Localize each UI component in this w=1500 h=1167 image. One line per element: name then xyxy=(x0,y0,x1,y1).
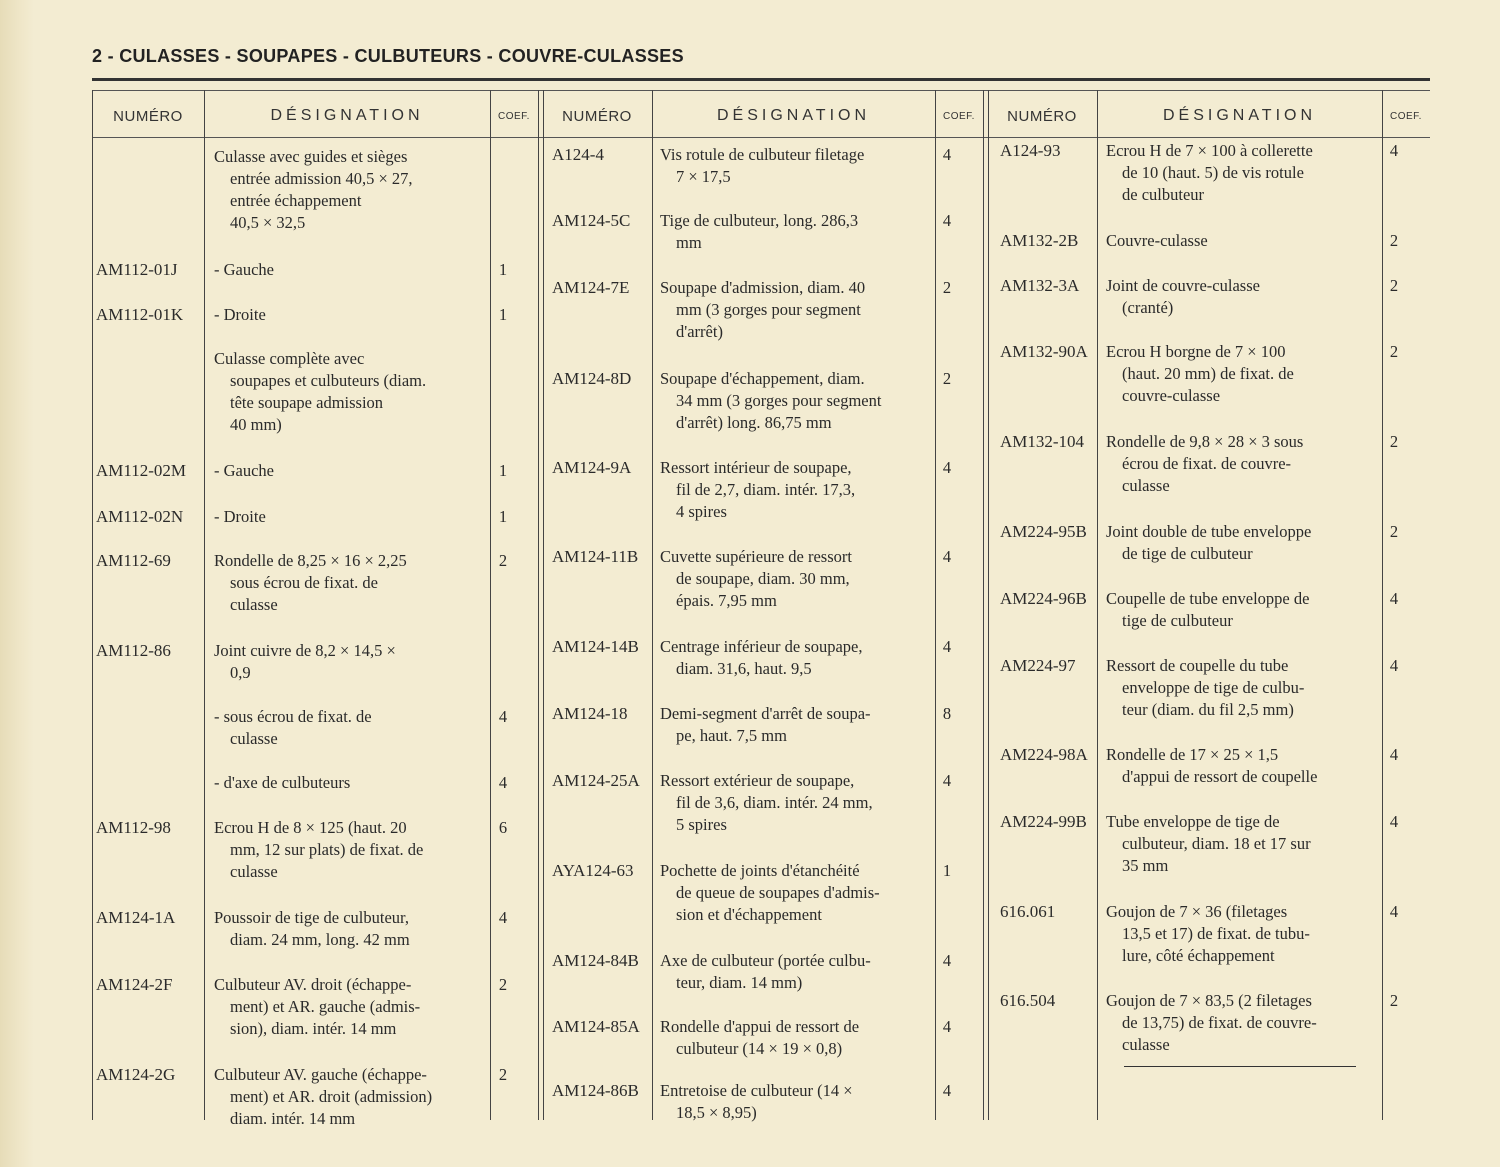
part-designation xyxy=(660,950,871,994)
designation-line: Soupape d'admission, diam. 40 xyxy=(660,278,866,297)
designation-line: lure, côté échappement xyxy=(1122,946,1275,965)
designation-line: de tige de culbuteur xyxy=(1122,544,1253,563)
header-coef-2: COEF. xyxy=(943,110,975,122)
title-rule xyxy=(92,78,1430,81)
part-coef: 4 xyxy=(942,637,952,656)
part-number: 616.061 xyxy=(1000,902,1056,921)
part-designation xyxy=(660,1016,859,1060)
col-divider xyxy=(652,90,653,1120)
part-coef: 2 xyxy=(1389,432,1399,451)
header-coef-1: COEF. xyxy=(498,110,530,122)
part-designation xyxy=(214,640,396,684)
part-designation xyxy=(214,460,274,482)
part-number: AYA124-63 xyxy=(552,861,634,880)
part-coef: 2 xyxy=(1389,342,1399,361)
part-designation xyxy=(214,304,266,326)
designation-line: culasse xyxy=(230,595,278,614)
designation-line: Demi-segment d'arrêt de soupa- xyxy=(660,704,871,723)
designation-line: 5 spires xyxy=(676,815,727,834)
designation-line: Poussoir de tige de culbuteur, xyxy=(214,908,410,927)
designation-line: 4 spires xyxy=(676,502,727,521)
designation-line: culbuteur (14 × 19 × 0,8) xyxy=(676,1039,843,1058)
designation-line: Goujon de 7 × 36 (filetages xyxy=(1106,902,1288,921)
designation-line: sous écrou de fixat. de xyxy=(230,573,378,592)
designation-line: 40,5 × 32,5 xyxy=(230,213,306,232)
designation-line: entrée admission 40,5 × 27, xyxy=(230,169,413,188)
designation-line: mm (3 gorges pour segment xyxy=(676,300,861,319)
part-number: AM124-84B xyxy=(552,951,639,970)
part-designation xyxy=(1106,140,1313,206)
part-coef: 4 xyxy=(1389,141,1399,160)
designation-line: sion et d'échappement xyxy=(676,905,822,924)
designation-line: mm xyxy=(676,233,702,252)
designation-line: fil de 3,6, diam. intér. 24 mm, xyxy=(676,793,873,812)
part-coef: 4 xyxy=(942,1017,952,1036)
part-number: AM124-2G xyxy=(96,1065,176,1084)
part-coef: 2 xyxy=(1389,522,1399,541)
designation-line: Soupape d'échappement, diam. xyxy=(660,369,865,388)
part-coef: 4 xyxy=(498,908,508,927)
part-number: AM124-86B xyxy=(552,1081,639,1100)
designation-line: Rondelle de 8,25 × 16 × 2,25 xyxy=(214,551,407,570)
part-designation xyxy=(660,457,855,523)
part-coef: 2 xyxy=(1389,276,1399,295)
part-coef: 4 xyxy=(942,145,952,164)
designation-line: - Gauche xyxy=(214,461,275,480)
designation-line: - d'axe de culbuteurs xyxy=(214,773,351,792)
part-number: AM124-1A xyxy=(96,908,176,927)
part-coef: 1 xyxy=(942,861,952,880)
part-designation xyxy=(214,259,274,281)
part-coef: 2 xyxy=(942,278,952,297)
part-designation xyxy=(214,506,266,528)
designation-line: Ressort intérieur de soupape, xyxy=(660,458,852,477)
part-coef: 4 xyxy=(498,707,508,726)
designation-line: tête soupape admission xyxy=(230,393,384,412)
designation-line: 0,9 xyxy=(230,663,251,682)
part-number: AM224-98A xyxy=(1000,745,1088,764)
part-coef: 1 xyxy=(498,305,508,324)
part-coef: 2 xyxy=(498,551,508,570)
designation-line: Ecrou H de 7 × 100 à collerette xyxy=(1106,141,1313,160)
part-coef: 8 xyxy=(942,704,952,723)
designation-line: Ressort extérieur de soupape, xyxy=(660,771,855,790)
designation-line: teur, diam. 14 mm) xyxy=(676,973,803,992)
designation-line: 40 mm) xyxy=(230,415,282,434)
part-designation xyxy=(214,772,350,794)
part-number: AM224-99B xyxy=(1000,812,1087,831)
part-number: AM112-01K xyxy=(96,305,184,324)
part-coef: 4 xyxy=(942,547,952,566)
designation-line: teur (diam. du fil 2,5 mm) xyxy=(1122,700,1294,719)
designation-line: enveloppe de tige de culbu- xyxy=(1122,678,1305,697)
part-coef: 2 xyxy=(1389,991,1399,1010)
designation-line: Axe de culbuteur (portée culbu- xyxy=(660,951,871,970)
designation-line: Goujon de 7 × 83,5 (2 filetages xyxy=(1106,991,1312,1010)
part-number: AM132-3A xyxy=(1000,276,1080,295)
designation-line: 13,5 et 17) de fixat. de tubu- xyxy=(1122,924,1310,943)
part-designation xyxy=(1106,588,1309,632)
part-coef: 2 xyxy=(498,1065,508,1084)
part-number: AM124-25A xyxy=(552,771,640,790)
part-designation xyxy=(1106,521,1311,565)
designation-line: Centrage inférieur de soupape, xyxy=(660,637,863,656)
part-designation xyxy=(660,703,871,747)
designation-line: 35 mm xyxy=(1122,856,1169,875)
part-number: A124-4 xyxy=(552,145,604,164)
part-designation xyxy=(660,368,881,434)
part-number: AM124-8D xyxy=(552,369,632,388)
part-number: AM112-86 xyxy=(96,641,171,660)
col-divider xyxy=(204,90,205,1120)
designation-line: pe, haut. 7,5 mm xyxy=(676,726,787,745)
designation-line: (haut. 20 mm) de fixat. de xyxy=(1122,364,1294,383)
designation-line: culasse xyxy=(1122,476,1170,495)
part-number: AM112-02M xyxy=(96,461,187,480)
part-number: AM124-14B xyxy=(552,637,639,656)
designation-line: Rondelle d'appui de ressort de xyxy=(660,1017,860,1036)
part-coef: 1 xyxy=(498,461,508,480)
header-numero-2: NUMÉRO xyxy=(562,107,632,125)
section-divider xyxy=(538,90,544,1120)
designation-line: mm, 12 sur plats) de fixat. de xyxy=(230,840,424,859)
designation-line: de soupape, diam. 30 mm, xyxy=(676,569,850,588)
part-designation xyxy=(1106,901,1310,967)
part-number: AM124-11B xyxy=(552,547,639,566)
part-number: AM132-90A xyxy=(1000,342,1088,361)
designation-line: Joint double de tube enveloppe xyxy=(1106,522,1312,541)
part-coef: 4 xyxy=(1389,902,1399,921)
part-designation xyxy=(1106,230,1208,252)
designation-line: d'arrêt) xyxy=(676,322,723,341)
part-coef: 2 xyxy=(942,369,952,388)
designation-line: Ressort de coupelle du tube xyxy=(1106,656,1289,675)
designation-line: d'arrêt) long. 86,75 mm xyxy=(676,413,832,432)
designation-line: d'appui de ressort de coupelle xyxy=(1122,767,1318,786)
designation-line: de queue de soupapes d'admis- xyxy=(676,883,880,902)
part-number: AM224-95B xyxy=(1000,522,1087,541)
designation-line: couvre-culasse xyxy=(1122,386,1221,405)
part-number: AM124-2F xyxy=(96,975,173,994)
page-edge-shadow xyxy=(0,0,34,1167)
part-coef: 4 xyxy=(942,1081,952,1100)
part-number: AM132-104 xyxy=(1000,432,1085,451)
designation-line: soupapes et culbuteurs (diam. xyxy=(230,371,427,390)
designation-line: Culbuteur AV. droit (échappe- xyxy=(214,975,412,994)
designation-line: Culasse avec guides et sièges xyxy=(214,147,408,166)
designation-line: entrée échappement xyxy=(230,191,362,210)
col-divider xyxy=(1097,90,1098,1120)
designation-line: Joint de couvre-culasse xyxy=(1106,276,1260,295)
page-title: 2 - CULASSES - SOUPAPES - CULBUTEURS - COUVRE-CULASSES xyxy=(92,46,684,66)
part-coef: 4 xyxy=(942,771,952,790)
part-number: AM224-97 xyxy=(1000,656,1076,675)
header-bottom-rule xyxy=(92,137,1430,138)
designation-line: écrou de fixat. de couvre- xyxy=(1122,454,1292,473)
designation-line: Joint cuivre de 8,2 × 14,5 × xyxy=(214,641,396,660)
part-coef: 4 xyxy=(1389,589,1399,608)
designation-line: - Droite xyxy=(214,305,266,324)
designation-line: Vis rotule de culbuteur filetage xyxy=(660,145,865,164)
part-coef: 6 xyxy=(498,818,508,837)
designation-line: (cranté) xyxy=(1122,298,1174,317)
designation-line: diam. intér. 14 mm xyxy=(230,1109,356,1128)
part-designation xyxy=(1106,990,1317,1056)
part-number: AM124-85A xyxy=(552,1017,640,1036)
designation-line: de culbuteur xyxy=(1122,185,1205,204)
designation-line: ment) et AR. droit (admission) xyxy=(230,1087,433,1106)
section-divider xyxy=(983,90,989,1120)
designation-line: sion), diam. intér. 14 mm xyxy=(230,1019,397,1038)
designation-line: diam. 31,6, haut. 9,5 xyxy=(676,659,812,678)
designation-line: 18,5 × 8,95) xyxy=(676,1103,757,1122)
part-coef: 4 xyxy=(1389,656,1399,675)
part-coef: 4 xyxy=(498,773,508,792)
col-divider xyxy=(490,90,491,1120)
header-designation-2: DÉSIGNATION xyxy=(716,107,871,124)
designation-line: fil de 2,7, diam. intér. 17,3, xyxy=(676,480,856,499)
designation-line: Ecrou H borgne de 7 × 100 xyxy=(1106,342,1286,361)
designation-line: épais. 7,95 mm xyxy=(676,591,777,610)
part-designation xyxy=(660,860,880,926)
designation-line: de 13,75) de fixat. de couvre- xyxy=(1122,1013,1317,1032)
part-number: AM112-69 xyxy=(96,551,171,570)
designation-line: Coupelle de tube enveloppe de xyxy=(1106,589,1310,608)
header-designation-1: DÉSIGNATION xyxy=(270,107,424,124)
part-number: AM112-01J xyxy=(96,260,178,279)
part-designation xyxy=(1106,341,1294,407)
designation-line: Entretoise de culbuteur (14 × xyxy=(660,1081,853,1100)
designation-line: diam. 24 mm, long. 42 mm xyxy=(230,930,410,949)
header-designation-3: DÉSIGNATION xyxy=(1162,107,1317,124)
designation-line: culasse xyxy=(230,729,278,748)
part-number: AM124-5C xyxy=(552,211,631,230)
designation-line: culasse xyxy=(1122,1035,1170,1054)
designation-line: culasse xyxy=(230,862,278,881)
header-coef-3: COEF. xyxy=(1390,110,1422,122)
designation-line: 7 × 17,5 xyxy=(676,167,731,186)
table-left-border xyxy=(92,90,93,1120)
part-number: AM224-96B xyxy=(1000,589,1087,608)
part-coef: 4 xyxy=(942,951,952,970)
designation-line: de 10 (haut. 5) de vis rotule xyxy=(1122,163,1304,182)
part-designation xyxy=(660,770,873,836)
part-number: AM112-02N xyxy=(96,507,184,526)
designation-line: culbuteur, diam. 18 et 17 sur xyxy=(1122,834,1311,853)
part-coef: 1 xyxy=(498,507,508,526)
header-numero-3: NUMÉRO xyxy=(1007,107,1077,125)
part-designation xyxy=(1106,811,1311,877)
designation-line: tige de culbuteur xyxy=(1122,611,1233,630)
table-top-rule xyxy=(92,90,1430,91)
part-designation xyxy=(660,210,858,254)
designation-line: Cuvette supérieure de ressort xyxy=(660,547,852,566)
designation-line: 34 mm (3 gorges pour segment xyxy=(676,391,882,410)
part-designation xyxy=(1106,744,1317,788)
part-designation xyxy=(214,706,372,750)
designation-line: - sous écrou de fixat. de xyxy=(214,707,372,726)
part-designation xyxy=(214,146,413,234)
part-number: AM132-2B xyxy=(1000,231,1079,250)
designation-line: Couvre-culasse xyxy=(1106,231,1208,250)
part-number: 616.504 xyxy=(1000,991,1056,1010)
part-designation xyxy=(660,1080,853,1124)
part-number: AM124-18 xyxy=(552,704,628,723)
designation-line: - Droite xyxy=(214,507,266,526)
part-coef: 2 xyxy=(1389,231,1399,250)
end-of-list-rule xyxy=(1124,1066,1356,1067)
part-designation xyxy=(1106,431,1303,497)
part-coef: 2 xyxy=(498,975,508,994)
part-number: A124-93 xyxy=(1000,141,1061,160)
part-designation xyxy=(214,974,420,1040)
part-coef: 4 xyxy=(1389,812,1399,831)
part-designation xyxy=(660,144,864,188)
designation-line: - Gauche xyxy=(214,260,275,279)
designation-line: Tige de culbuteur, long. 286,3 xyxy=(660,211,859,230)
part-designation xyxy=(214,550,407,616)
part-designation xyxy=(214,817,423,883)
part-designation xyxy=(1106,655,1304,721)
part-coef: 4 xyxy=(1389,745,1399,764)
designation-line: Tube enveloppe de tige de xyxy=(1106,812,1280,831)
designation-line: Rondelle de 17 × 25 × 1,5 xyxy=(1106,745,1279,764)
part-designation xyxy=(214,348,426,436)
designation-line: Culbuteur AV. gauche (échappe- xyxy=(214,1065,427,1084)
part-number: AM124-9A xyxy=(552,458,632,477)
designation-line: ment) et AR. gauche (admis- xyxy=(230,997,421,1016)
part-coef: 4 xyxy=(942,458,952,477)
part-designation xyxy=(1106,275,1260,319)
part-coef: 4 xyxy=(942,211,952,230)
designation-line: Rondelle de 9,8 × 28 × 3 sous xyxy=(1106,432,1304,451)
designation-line: Culasse complète avec xyxy=(214,349,365,368)
part-coef: 1 xyxy=(498,260,508,279)
part-designation xyxy=(660,546,852,612)
designation-line: Pochette de joints d'étanchéité xyxy=(660,861,860,880)
part-designation xyxy=(660,277,865,343)
part-designation xyxy=(214,1064,432,1130)
part-designation xyxy=(660,636,863,680)
part-designation xyxy=(214,907,410,951)
header-numero-1: NUMÉRO xyxy=(113,107,183,125)
designation-line: Ecrou H de 8 × 125 (haut. 20 xyxy=(214,818,407,837)
part-number: AM112-98 xyxy=(96,818,171,837)
part-number: AM124-7E xyxy=(552,278,630,297)
